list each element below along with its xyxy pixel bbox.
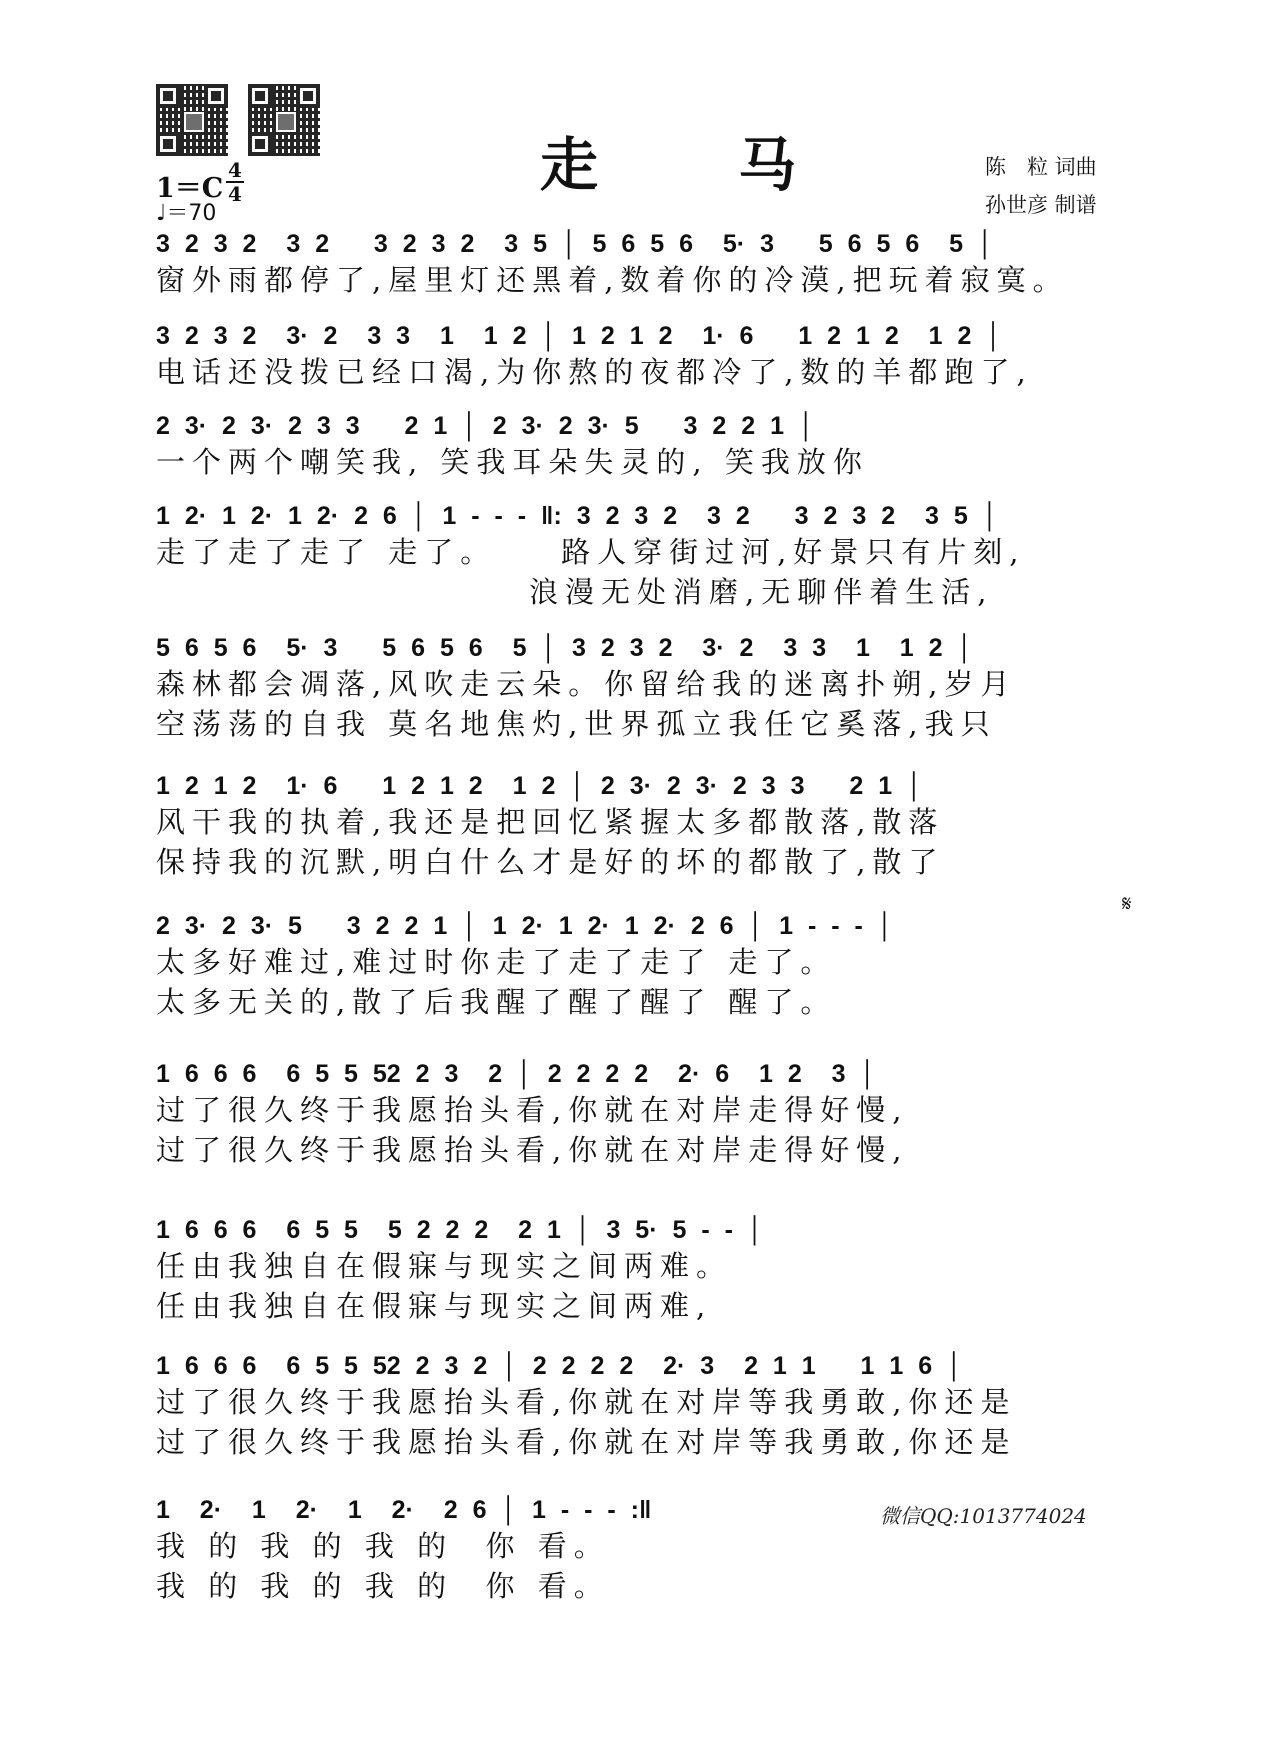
lyric-verse-1: 窗外雨都停了,屋里灯还黑着,数着你的冷漠,把玩着寂寞。: [156, 263, 1069, 297]
lyric-verse-2: 我 的 我 的 我 的 你 看。: [156, 1569, 610, 1603]
notation: 3 2 3 2 3· 2 3 3 1 1 2 │ 1 2 1 2 1· 6 1 2 1 2 1 2 │: [156, 322, 1002, 350]
notation: 3 2 3 2 3 2 3 2 3 2 3 5 │ 5 6 5 6 5· 3 5 6 5 6 5 │: [156, 230, 994, 258]
lyricist-composer: 陈 粒 词曲: [985, 155, 1097, 179]
score-line-10: [156, 1350, 1126, 1462]
key-signature: 1＝C: [156, 173, 224, 204]
notation: 1 2· 1 2· 1 2· 2 6 │ 1 - - - :‖: [156, 1496, 652, 1524]
segno-icon: 𝄋: [1122, 892, 1132, 917]
lyric-verse-1: 电话还没拨已经口渴,为你熬的夜都冷了,数的羊都跑了,: [156, 355, 1033, 389]
lyric-verse-1: 过了很久终于我愿抬头看,你就在对岸走得好慢,: [156, 1093, 909, 1127]
lyric-verse-2: 浪漫无处消磨,无聊伴着生活,: [156, 575, 994, 609]
lyric-verse-1: 风干我的执着,我还是把回忆紧握太多都散落,散落: [156, 805, 945, 839]
score-line-3: [156, 410, 1126, 482]
lyric-verse-1: 太多好难过,难过时你走了走了走了 走了。: [156, 945, 837, 979]
notation: 1 2· 1 2· 1 2· 2 6 │ 1 - - - ‖: 3 2 3 2 3 2 3 2 3 2 3 5 │: [156, 502, 999, 530]
tempo-marking: ♩＝70: [156, 201, 217, 226]
lyric-verse-1: 过了很久终于我愿抬头看,你就在对岸等我勇敢,你还是: [156, 1385, 1017, 1419]
song-title: 走 马: [540, 131, 857, 199]
lyric-verse-2: 太多无关的,散了后我醒了醒了醒了 醒了。: [156, 985, 837, 1019]
score-line-7: [156, 910, 1126, 1022]
watermark-contact: 微信QQ:1013774024: [880, 1504, 1087, 1528]
score-line-5: [156, 632, 1126, 744]
lyric-verse-2: 过了很久终于我愿抬头看,你就在对岸走得好慢,: [156, 1133, 909, 1167]
qr-code-icon: [156, 84, 228, 156]
notation: 1 6 6 6 6 5 5 52 2 3 2 │ 2 2 2 2 2· 3 2 1 1 1 1 6 │: [156, 1352, 963, 1380]
notation: 1 6 6 6 6 5 5 52 2 3 2 │ 2 2 2 2 2· 6 1 2 3 │: [156, 1060, 877, 1088]
notation: 5 6 5 6 5· 3 5 6 5 6 5 │ 3 2 3 2 3· 2 3 3 1 1 2 │: [156, 634, 974, 662]
time-signature: 4 4: [226, 160, 244, 204]
lyric-verse-1: 任由我独自在假寐与现实之间两难。: [156, 1249, 733, 1283]
score-line-6: [156, 770, 1126, 882]
lyric-verse-2: 任由我独自在假寐与现实之间两难,: [156, 1289, 713, 1323]
notation: 1 6 6 6 6 5 5 5 2 2 2 2 1 │ 3 5· 5 - - │: [156, 1216, 764, 1244]
lyric-verse-2: 空荡荡的自我 莫名地焦灼,世界孤立我任它奚落,我只: [156, 707, 997, 741]
notation: 2 3· 2 3· 5 3 2 2 1 │ 1 2· 1 2· 1 2· 2 6 │ 1 - - - │: [156, 912, 894, 940]
score-line-8: [156, 1058, 1126, 1170]
notation: 2 3· 2 3· 2 3 3 2 1 │ 2 3· 2 3· 5 3 2 2 1 │: [156, 412, 815, 440]
lyric-verse-2: 保持我的沉默,明白什么才是好的坏的都散了,散了: [156, 845, 945, 879]
lyric-verse-1: 森林都会凋落,风吹走云朵。你留给我的迷离扑朔,岁月: [156, 667, 1017, 701]
lyric-verse-1: 走了走了走了 走了。 路人穿街过河,好景只有片刻,: [156, 535, 1026, 569]
score-line-1: [156, 228, 1126, 300]
notation: 1 2 1 2 1· 6 1 2 1 2 1 2 │ 2 3· 2 3· 2 3 3 2 1 │: [156, 772, 923, 800]
score-line-4: [156, 500, 1126, 612]
lyric-verse-1: 一个两个嘲笑我, 笑我耳朵失灵的, 笑我放你: [156, 445, 869, 479]
score-line-9: [156, 1214, 1126, 1326]
lyric-verse-1: 我 的 我 的 我 的 你 看。: [156, 1529, 610, 1563]
qr-code-icon: [248, 84, 320, 156]
credits: [985, 148, 1097, 224]
lyric-verse-2: 过了很久终于我愿抬头看,你就在对岸等我勇敢,你还是: [156, 1425, 1017, 1459]
score-line-2: [156, 320, 1126, 392]
transcriber: 孙世彦 制谱: [985, 193, 1097, 217]
